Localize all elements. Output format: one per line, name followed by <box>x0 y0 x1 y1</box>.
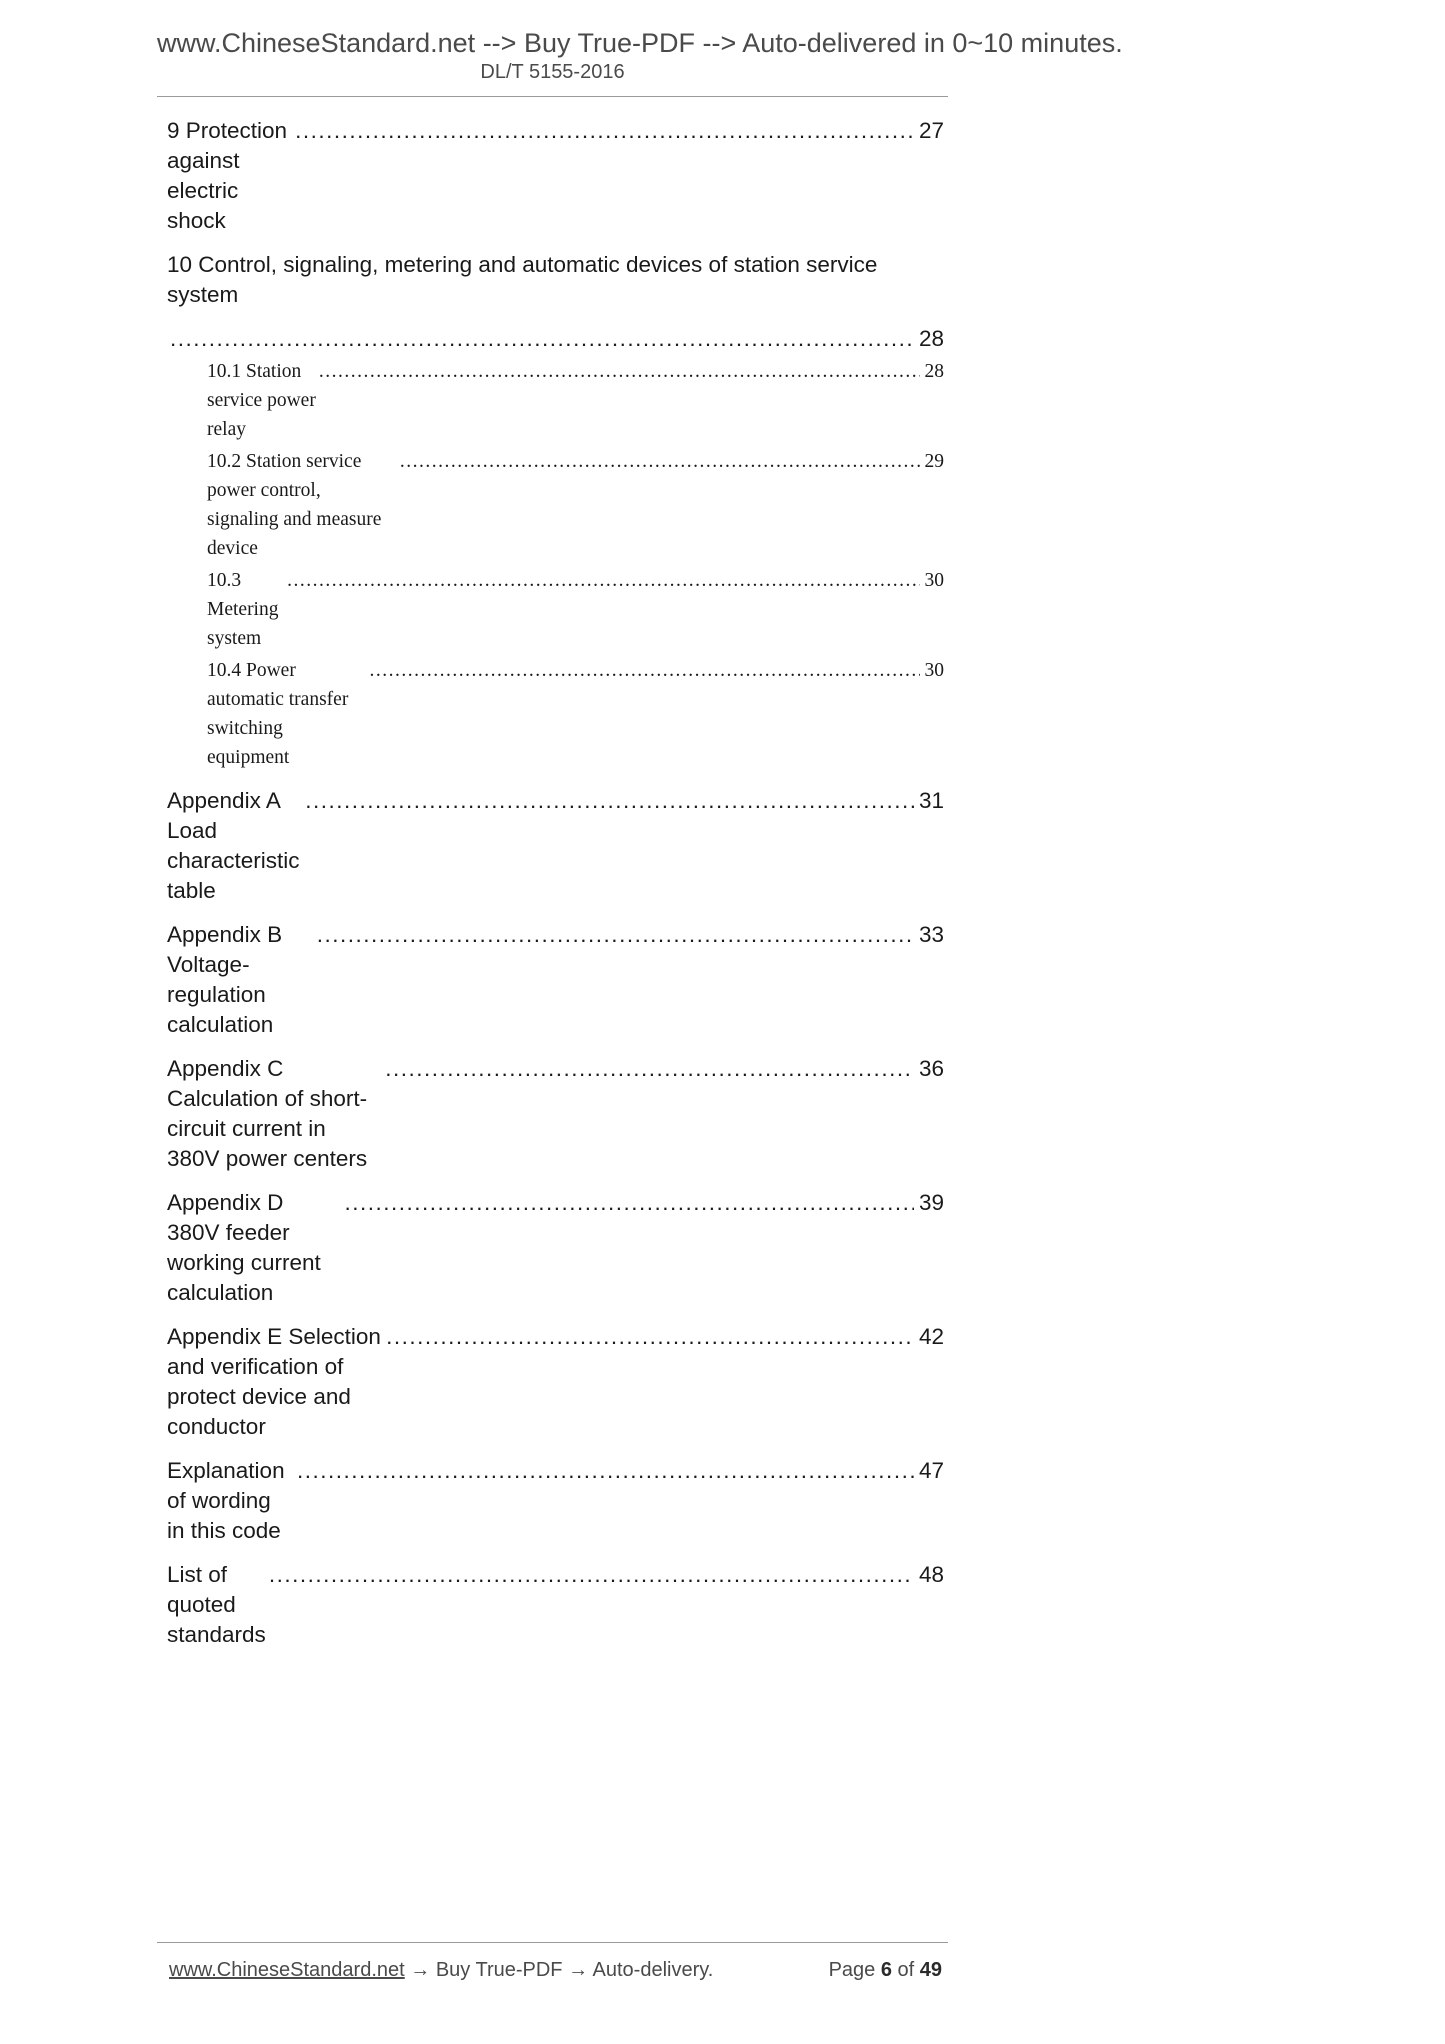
toc-entry <box>157 1322 948 1442</box>
toc-page-number: 39 <box>918 1190 944 1215</box>
toc-entry <box>157 357 948 444</box>
page-indicator <box>829 1959 942 1982</box>
toc-leader-dots <box>319 357 920 386</box>
footer-left <box>169 1959 713 1982</box>
toc-entry <box>157 250 948 310</box>
toc-leader-dots <box>345 1188 914 1218</box>
toc-entry <box>157 656 948 772</box>
toc-leader-dots <box>317 920 914 950</box>
toc-entry-label: 10.4 Power automatic transfer switching equipment <box>207 660 354 768</box>
toc-leader-dots <box>385 1054 914 1084</box>
toc-entry-label: Appendix A Load characteristic table <box>167 788 306 903</box>
toc-entry <box>157 1560 948 1650</box>
toc-entry-label: 9 Protection against electric shock <box>167 118 294 233</box>
toc-page-number: 36 <box>918 1056 944 1081</box>
toc-leader-dots <box>369 656 919 685</box>
toc-leader-dots <box>295 116 914 146</box>
toc-page-number: 47 <box>918 1458 944 1483</box>
toc-entry-label: Appendix B Voltage-regulation calculation <box>167 922 289 1037</box>
toc-page-number: 30 <box>924 660 944 681</box>
toc <box>157 116 948 1650</box>
header-promo-text: www.ChineseStandard.net --> Buy True-PDF --> Auto-delivered in 0~10 minutes. <box>157 28 1123 58</box>
toc-entry <box>157 1456 948 1546</box>
footer-tagline: → Buy True-PDF → Auto-delivery. <box>404 1959 714 1981</box>
toc-entry-label: Appendix D 380V feeder working current calculation <box>167 1190 328 1305</box>
footer-site-link[interactable]: www.ChineseStandard.net <box>169 1959 405 1981</box>
page-indicator-of: of <box>891 1959 920 1981</box>
toc-leader-dots <box>287 566 919 595</box>
page-indicator-label: Page <box>828 1959 881 1981</box>
toc-page-number: 42 <box>918 1324 944 1349</box>
toc-entry-label: 10.2 Station service power control, signaling and measure device <box>207 451 387 559</box>
toc-entry-label: Appendix E Selection and verification of protect device and conductor <box>167 1324 388 1439</box>
toc-leader-dots <box>297 1456 914 1486</box>
toc-entry <box>157 566 948 653</box>
toc-entry-label: Explanation of wording in this code <box>167 1458 291 1543</box>
toc-entry <box>157 324 948 354</box>
toc-page-number: 30 <box>924 570 944 591</box>
toc-page-number: 28 <box>918 326 944 351</box>
toc-leader-dots <box>305 786 914 816</box>
toc-page-number: 27 <box>918 118 944 143</box>
page-indicator-current: 6 <box>880 1959 892 1981</box>
toc-entry <box>157 1054 948 1174</box>
toc-entry-label: 10.3 Metering system <box>207 570 284 649</box>
toc-leader-dots <box>386 1322 914 1352</box>
header-rule <box>157 96 948 97</box>
page-footer <box>157 1942 948 1982</box>
toc-entry-label: 10.1 Station service power relay <box>207 361 321 440</box>
toc-page-number: 28 <box>924 361 944 382</box>
toc-page-number: 33 <box>918 922 944 947</box>
toc-page-number: 48 <box>918 1562 944 1587</box>
toc-entry <box>157 116 948 236</box>
toc-page-number: 31 <box>918 788 944 813</box>
toc-entry <box>157 1188 948 1308</box>
document-number: DL/T 5155-2016 <box>480 61 625 83</box>
toc-entry-label: List of quoted standards <box>167 1562 266 1647</box>
toc-page-number: 29 <box>924 451 944 472</box>
toc-entry <box>157 786 948 906</box>
toc-entry <box>157 920 948 1040</box>
content-column <box>157 0 1123 1650</box>
footer-rule <box>157 1942 948 1943</box>
footer-bar <box>157 1959 948 1982</box>
page-header <box>157 0 1123 97</box>
toc-leader-dots <box>170 324 914 354</box>
page-indicator-total: 49 <box>919 1959 942 1981</box>
toc-entry-label: Appendix C Calculation of short-circuit current in 380V power centers <box>167 1056 368 1171</box>
toc-leader-dots <box>269 1560 914 1590</box>
toc-entry-label: 10 Control, signaling, metering and automatic devices of station service system <box>167 252 884 307</box>
toc-leader-dots <box>400 447 920 476</box>
toc-entry <box>157 447 948 563</box>
